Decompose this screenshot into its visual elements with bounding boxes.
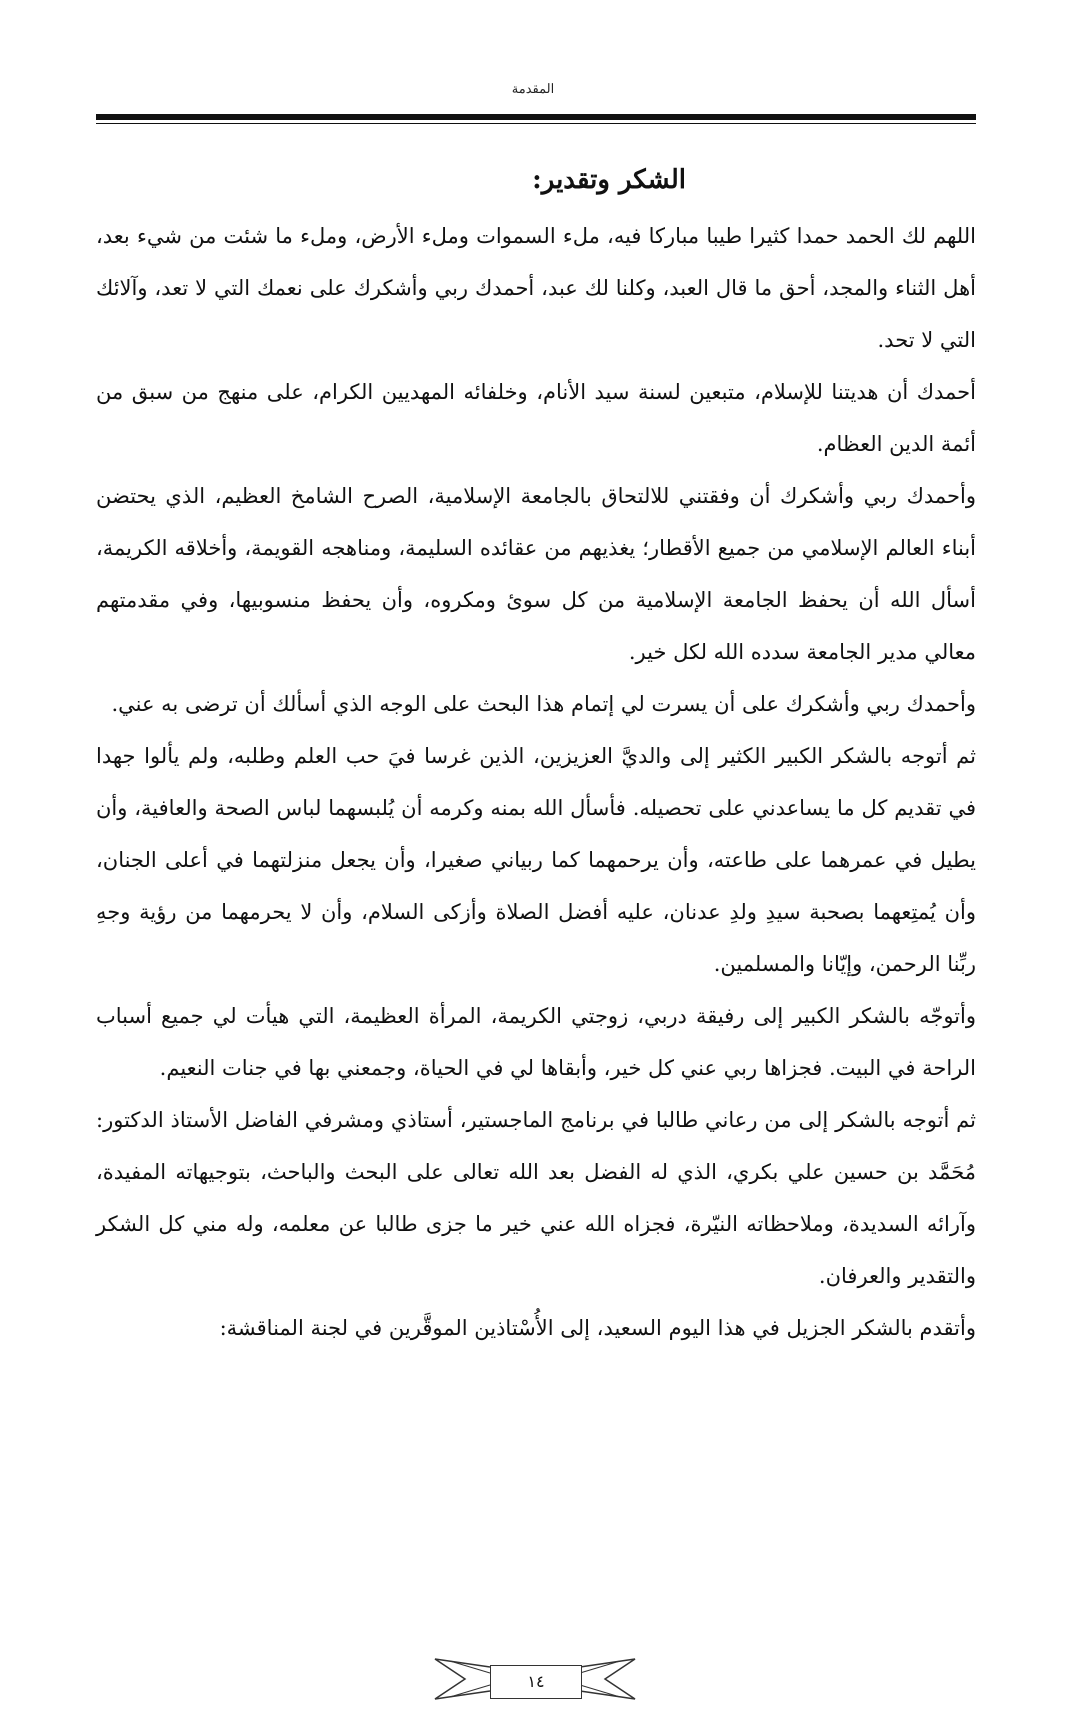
running-header: المقدمة — [511, 82, 555, 97]
paragraph-university: وأحمدك ربي وأشكرك أن وفقتني للالتحاق بالجامعة الإسلامية، الصرح الشامخ العظيم، الذي يحتضن أبناء العالم الإسلامي من جميع الأقطار؛ يغذيهم من عقائده السليمة، ومناهجه القويمة، وأخلاقه الكريمة، أسأل الله أن يحفظ الجامعة الإسلامية من كل سوئ ومكروه، وأن يحفظ منسوبيها، وفي مقدمتهم معالي مدير الجامعة سدده الله لكل خير. — [96, 484, 976, 664]
header-rule-thick — [96, 114, 976, 120]
paragraph-parents: ثم أتوجه بالشكر الكبير الكثير إلى والديَّ العزيزين، الذين غرسا فيَ حب العلم وطلبه، ولم يألوا جهدا في تقديم كل ما يساعدني على تحصيله. فأسأل الله بمنه وكرمه أن يُلبسهما لباس الصحة والعافية، وأن يطيل في عمرهما على طاعته، وأن يرحمهما كما ربياني صغيرا، وأن يجعل منزلتهما في أعلى الجنان، وأن يُمتِعهما بصحبة سيدِ ولدِ عدنان، عليه أفضل الصلاة وأزكى السلام، وأن لا يحرمهما من رؤية وجهِ ربِّنا الرحمن، وإيّانا والمسلمين. — [96, 744, 976, 976]
paragraph-research: وأحمدك ربي وأشكرك على أن يسرت لي إتمام هذا البحث على الوجه الذي أسألك أن ترضى به عني. — [111, 692, 976, 716]
page-body — [96, 160, 976, 1354]
header-rule-thin — [96, 123, 976, 124]
page-number: ١٤ — [490, 1665, 582, 1699]
page-footer — [430, 1655, 640, 1705]
paragraph-praise: اللهم لك الحمد حمدا كثيرا طيبا مباركا فيه، ملء السموات وملء الأرض، وملء ما شئت من شيء بعد، أهل الثناء والمجد، أحق ما قال العبد، وكلنا لك عبد، أحمدك ربي وأشكرك على نعمك التي لا تعد، وآلائك التي لا تحد. — [96, 224, 976, 352]
paragraph-guidance: أحمدك أن هديتنا للإسلام، متبعين لسنة سيد الأنام، وخلفائه المهديين الكرام، على منهج من سبق من أئمة الدين العظام. — [96, 380, 976, 456]
paragraph-wife: وأتوجّه بالشكر الكبير إلى رفيقة دربي، زوجتي الكريمة، المرأة العظيمة، التي هيأت لي جميع أسباب الراحة في البيت. فجزاها ربي عني كل خير، وأبقاها لي في الحياة، وجمعني بها في جنات النعيم. — [96, 1004, 976, 1080]
section-title: الشكر وتقدير: — [532, 165, 686, 195]
paragraph-committee: وأتقدم بالشكر الجزيل في هذا اليوم السعيد، إلى الأُسْتاذين الموقَّرين في لجنة المناقشة: — [219, 1316, 976, 1340]
paragraph-supervisor: ثم أتوجه بالشكر إلى من رعاني طالبا في برنامج الماجستير، أستاذي ومشرفي الفاضل الأستاذ الدكتور: مُحَمَّد بن حسين علي بكري، الذي له الفضل بعد الله تعالى على البحث والباحث، بتوجيهاته المفيدة، وآرائه السديدة، وملاحظاته النيّرة، فجزاه الله عني خير ما جزى طالبا عن معلمه، وله مني كل الشكر والتقدير والعرفان. — [96, 1108, 976, 1288]
